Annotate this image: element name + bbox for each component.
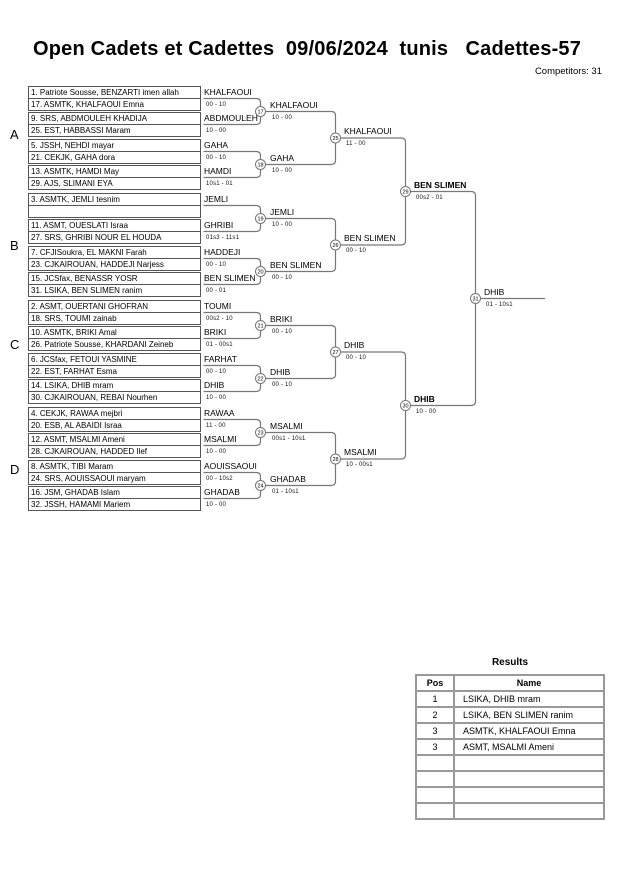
result-pos: [416, 787, 454, 803]
result-row: [416, 755, 604, 771]
round2-score: 10 - 00: [272, 167, 293, 174]
match-number: 25: [332, 136, 339, 142]
round1-score: 10 - 00: [206, 128, 227, 134]
round1-winner-label: KHALFAOUI: [204, 87, 252, 97]
round1-winner-label: RAWAA: [204, 408, 235, 418]
round1-score: 00 - 10: [206, 369, 227, 375]
competitor-box: 17. ASMTK, KHALFAOUI Emna: [28, 98, 201, 111]
match-number: 26: [332, 243, 339, 249]
competitor-box: 32. JSSH, HAMAMI Mariem: [28, 498, 201, 511]
match-number: 18: [257, 162, 264, 169]
round1-score: 00 - 10: [206, 102, 227, 108]
round1-winner-label: TOUMI: [204, 301, 232, 311]
round2-winner-label: GHADAB: [270, 473, 306, 484]
results-table: [415, 674, 605, 820]
competitor-box: 25. EST, HABBASSI Maram: [28, 124, 201, 137]
round3-winner-label: BEN SLIMEN: [344, 233, 396, 243]
result-name: [454, 771, 604, 787]
result-pos: 3: [416, 739, 454, 755]
competitor-box: 10. ASMTK, BRIKI Amal: [28, 326, 201, 339]
round1-winner-label: HADDEJI: [204, 247, 241, 257]
round1-winner-label: JEMLI: [204, 194, 229, 204]
competitor-box: 7. CFJISoukra, EL MAKNI Farah: [28, 246, 201, 259]
result-row: [416, 707, 604, 723]
round2-score: 00s1 - 10s1: [272, 435, 306, 442]
result-pos: [416, 803, 454, 819]
match-number: 20: [257, 269, 264, 276]
results-header-row: [416, 675, 604, 691]
match-number: 31: [472, 296, 479, 303]
final-score: 01 - 10s1: [486, 301, 513, 308]
round2-winner-label: JEMLI: [270, 206, 295, 217]
semifinal-winner-label: BEN SLIMEN: [414, 179, 467, 190]
competitor-box: 24. SRS, AOUISSAOUI maryam: [28, 472, 201, 485]
round1-score: 10s1 - 01: [206, 181, 233, 187]
competitor-box: 3. ASMTK, JEMLI tesnim: [28, 193, 201, 206]
round1-winner-label: GAHA: [204, 140, 229, 150]
round1-score: 10 - 00: [206, 449, 227, 455]
result-name: ASMTK, KHALFAOUI Emna: [454, 723, 604, 739]
bracket-line: [411, 304, 476, 406]
result-pos: 3: [416, 723, 454, 739]
round2-winner-label: GAHA: [270, 152, 295, 163]
competitor-box: 21. CEKJK, GAHA dora: [28, 151, 201, 164]
match-number: 22: [257, 376, 264, 383]
match-number: 28: [332, 457, 339, 463]
round1-winner-label: DHIB: [204, 380, 225, 390]
group-label: C: [10, 337, 20, 352]
result-row: [416, 803, 604, 819]
round2-score: 00 - 10: [272, 274, 293, 281]
match-number: 30: [402, 403, 409, 410]
round1-score: 10 - 00: [206, 395, 227, 401]
round2-winner-label: KHALFAOUI: [270, 99, 318, 110]
round2-winner-label: DHIB: [270, 366, 291, 377]
competitor-box: 11. ASMT, OUESLATI Israa: [28, 219, 201, 232]
result-row: [416, 771, 604, 787]
competitor-box: 16. JSM, GHADAB Islam: [28, 486, 201, 499]
result-row: [416, 691, 604, 707]
round2-score: 00 - 10: [272, 328, 293, 335]
competitor-box: 18. SRS, TOUMI zainab: [28, 312, 201, 325]
competitor-box: 30. CJKAIROUAN, REBAI Nourhen: [28, 391, 201, 404]
competitor-box: 2. ASMT, OUERTANI GHOFRAN: [28, 300, 201, 313]
competitor-box: 27. SRS, GHRIBI NOUR EL HOUDA: [28, 231, 201, 244]
round1-score: 00s2 - 10: [206, 316, 233, 322]
semifinal-score: 00s2 - 01: [416, 194, 443, 201]
competitor-box: 15. JCSfax, BENASSR YOSR: [28, 272, 201, 285]
match-number: 19: [257, 216, 264, 223]
round3-score: 10 - 00s1: [346, 462, 373, 468]
match-number: 17: [257, 109, 264, 116]
result-name: LSIKA, DHIB mram: [454, 691, 604, 707]
group-label: B: [10, 238, 19, 253]
round1-winner-label: FARHAT: [204, 354, 237, 364]
round1-score: 00 - 10: [206, 262, 227, 268]
round1-score: 00 - 01: [206, 288, 227, 294]
competitor-box: 5. JSSH, NEHDI mayar: [28, 139, 201, 152]
round1-winner-label: BEN SLIMEN: [204, 273, 256, 283]
round1-score: 01 - 00s1: [206, 342, 233, 348]
round1-winner-label: GHADAB: [204, 487, 240, 497]
round3-winner-label: DHIB: [344, 340, 365, 350]
results-col-pos: Pos: [416, 675, 454, 691]
result-pos: [416, 755, 454, 771]
competitor-box: 31. LSIKA, BEN SLIMEN ranim: [28, 284, 201, 297]
match-number: 23: [257, 430, 264, 437]
round1-score: 11 - 00: [206, 423, 226, 429]
result-name: ASMT, MSALMI Ameni: [454, 739, 604, 755]
result-pos: 1: [416, 691, 454, 707]
competitor-box: 23. CJKAIROUAN, HADDEJI Narjess: [28, 258, 201, 271]
result-name: [454, 803, 604, 819]
semifinal-winner-label: DHIB: [414, 393, 435, 404]
round1-winner-label: GHRIBI: [204, 220, 234, 230]
competitor-box: 29. AJS, SLIMANI EYA: [28, 177, 201, 190]
competitor-box: 26. Patriote Sousse, KHARDANI Zeineb: [28, 338, 201, 351]
round2-score: 10 - 00: [272, 221, 293, 228]
round1-score: 00 - 10: [206, 155, 227, 161]
round1-winner-label: HAMDI: [204, 166, 232, 176]
match-number: 27: [332, 350, 339, 356]
round1-winner-label: ABDMOULEH: [204, 113, 258, 123]
result-row: [416, 723, 604, 739]
semifinal-score: 10 - 00: [416, 408, 437, 415]
competitor-box: 14. LSIKA, DHIB mram: [28, 379, 201, 392]
competitor-box: 9. SRS, ABDMOULEH KHADIJA: [28, 112, 201, 125]
round2-winner-label: MSALMI: [270, 420, 303, 431]
group-label: A: [10, 127, 19, 142]
results-title: Results: [491, 657, 529, 668]
round1-score: 10 - 00: [206, 502, 227, 508]
match-number: 24: [257, 483, 264, 490]
round2-winner-label: BEN SLIMEN: [270, 259, 322, 270]
result-pos: [416, 771, 454, 787]
competitor-box: [28, 205, 201, 218]
round1-score: 00 - 10s2: [206, 476, 233, 482]
results-col-name: Name: [454, 675, 604, 691]
competitor-box: 1. Patriote Sousse, BENZARTI imen allah: [28, 86, 201, 99]
match-number: 29: [402, 189, 409, 196]
round3-score: 11 - 00: [346, 141, 366, 147]
page-title: Open Cadets et Cadettes 09/06/2024 tunis Cadettes-57: [33, 38, 582, 60]
round2-score: 00 - 10: [272, 381, 293, 388]
result-name: [454, 755, 604, 771]
round3-score: 00 - 10: [346, 355, 367, 361]
competitor-box: 20. ESB, AL ABAIDI Israa: [28, 419, 201, 432]
bracket-line: [411, 192, 476, 294]
round1-score: 01s3 - 11s1: [206, 235, 240, 241]
result-pos: 2: [416, 707, 454, 723]
competitor-box: 28. CJKAIROUAN, HADDED Ilef: [28, 445, 201, 458]
round3-score: 00 - 10: [346, 248, 367, 254]
round2-winner-label: BRIKI: [270, 313, 293, 324]
final-winner-label: DHIB: [484, 286, 505, 297]
result-row: [416, 787, 604, 803]
round1-winner-label: MSALMI: [204, 434, 237, 444]
round2-score: 01 - 10s1: [272, 488, 299, 495]
round3-winner-label: MSALMI: [344, 447, 377, 457]
result-name: [454, 787, 604, 803]
result-row: [416, 739, 604, 755]
result-name: LSIKA, BEN SLIMEN ranim: [454, 707, 604, 723]
competitor-box: 8. ASMTK, TIBI Maram: [28, 460, 201, 473]
group-label: D: [10, 462, 20, 477]
match-number: 21: [257, 323, 264, 330]
competitor-box: 6. JCSfax, FETOUI YASMINE: [28, 353, 201, 366]
round3-winner-label: KHALFAOUI: [344, 126, 392, 136]
competitor-box: 22. EST, FARHAT Esma: [28, 365, 201, 378]
competitor-box: 13. ASMTK, HAMDI May: [28, 165, 201, 178]
competitor-box: 12. ASMT, MSALMI Ameni: [28, 433, 201, 446]
round2-score: 10 - 00: [272, 114, 293, 121]
round1-winner-label: BRIKI: [204, 327, 227, 337]
competitor-box: 4. CEKJK, RAWAA mejbri: [28, 407, 201, 420]
competitors-count: Competitors: 31: [534, 66, 602, 77]
round1-winner-label: AOUISSAOUI: [204, 461, 257, 471]
